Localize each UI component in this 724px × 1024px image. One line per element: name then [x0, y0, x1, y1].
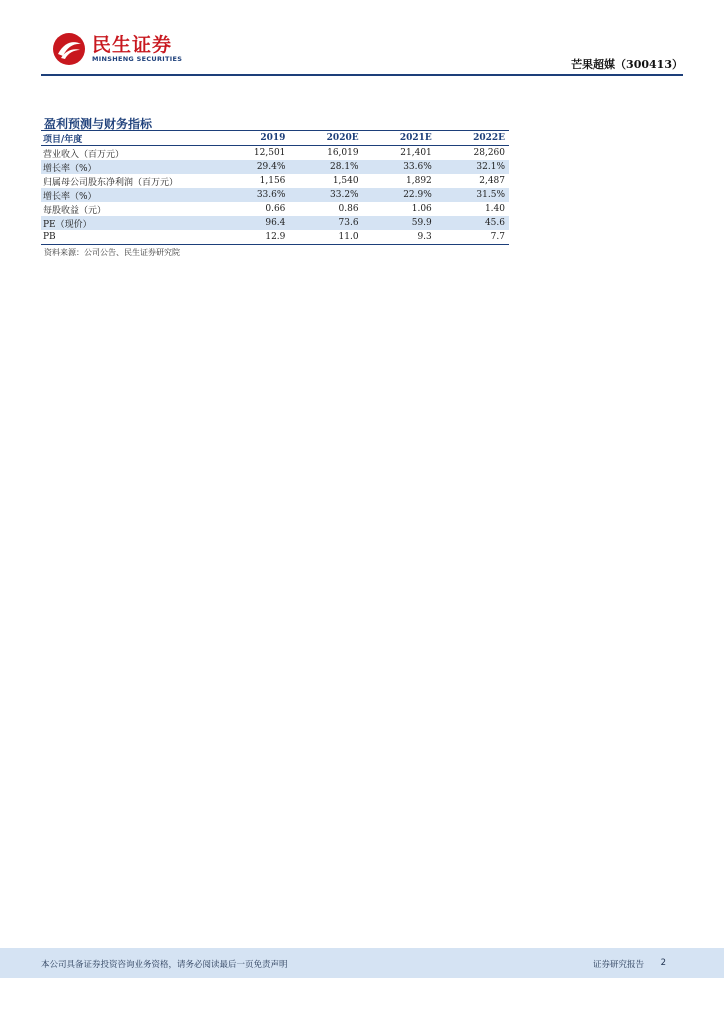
table-cell: 12,501	[253, 148, 286, 158]
table-header-cell: 2021E	[399, 133, 432, 143]
table-cell: 96.4	[217, 216, 289, 230]
table-cell: 1,540	[332, 176, 359, 186]
table-cell: 33.2%	[289, 188, 362, 202]
logo-chinese-name: 民生证券	[92, 33, 173, 56]
section-title: 盈利预测与财务指标	[44, 117, 153, 131]
table-cell: 31.5%	[436, 188, 509, 202]
table-row	[41, 230, 509, 245]
table-row	[41, 202, 509, 216]
table-cell: 33.6%	[363, 160, 436, 174]
table-cell: 59.9	[363, 216, 436, 230]
report-header-title: 芒果超媒（300413）	[571, 58, 683, 71]
table-row	[41, 160, 509, 174]
page-footer	[0, 948, 724, 978]
footer-report-type: 证券研究报告	[592, 960, 644, 970]
table-cell: 0.66	[265, 204, 286, 214]
table-cell: 7.7	[490, 232, 505, 242]
table-cell: 1.06	[411, 204, 432, 214]
table-header-row	[41, 131, 509, 146]
table-cell: 28.1%	[289, 160, 362, 174]
table-cell: 22.9%	[363, 188, 436, 202]
table-cell: 16,019	[327, 148, 359, 158]
table-row	[41, 174, 509, 188]
table-header-cell: 2022E	[473, 133, 505, 143]
table-cell: 28,260	[473, 148, 505, 158]
table-header-cell: 2020E	[326, 133, 359, 143]
table-source-note: 资料来源：公司公告、民生证券研究院	[44, 248, 180, 257]
table-cell: 1.40	[484, 204, 505, 214]
table-row	[41, 146, 509, 161]
company-logo	[52, 32, 182, 66]
row-label: 增长率（%）	[41, 160, 217, 174]
row-label: 每股收益（元）	[43, 205, 107, 216]
financial-forecast-table	[41, 130, 509, 245]
table-header-cell: 项目/年度	[43, 134, 83, 145]
table-row	[41, 216, 509, 230]
table-cell: 9.3	[417, 232, 432, 242]
logo-english-name: MINSHENG SECURITIES	[92, 54, 183, 63]
table-cell: 1,892	[406, 176, 432, 186]
table-cell: 0.86	[338, 204, 359, 214]
table-cell: 1,156	[259, 176, 286, 186]
row-label: 增长率（%）	[41, 188, 217, 202]
table-row	[41, 188, 509, 202]
table-cell: 45.6	[436, 216, 509, 230]
table-cell: 29.4%	[217, 160, 289, 174]
table-cell: 2,487	[479, 176, 505, 186]
footer-disclaimer: 本公司具备证券投资咨询业务资格，请务必阅读最后一页免责声明	[41, 960, 288, 970]
header-divider	[41, 74, 683, 76]
table-cell: 32.1%	[436, 160, 509, 174]
table-header-cell: 2019	[260, 133, 286, 143]
row-label: 营业收入（百万元）	[43, 149, 125, 160]
table-cell: 33.6%	[217, 188, 289, 202]
row-label: 归属母公司股东净利润（百万元）	[43, 177, 179, 188]
page-number: 2	[660, 958, 666, 968]
table-cell: 21,401	[400, 148, 432, 158]
minsheng-logo-icon	[52, 32, 86, 66]
table-cell: 11.0	[338, 232, 359, 242]
table-cell: 12.9	[265, 232, 286, 242]
row-label: PE（现价）	[41, 216, 217, 230]
table-cell: 73.6	[289, 216, 362, 230]
row-label: PB	[43, 232, 56, 242]
